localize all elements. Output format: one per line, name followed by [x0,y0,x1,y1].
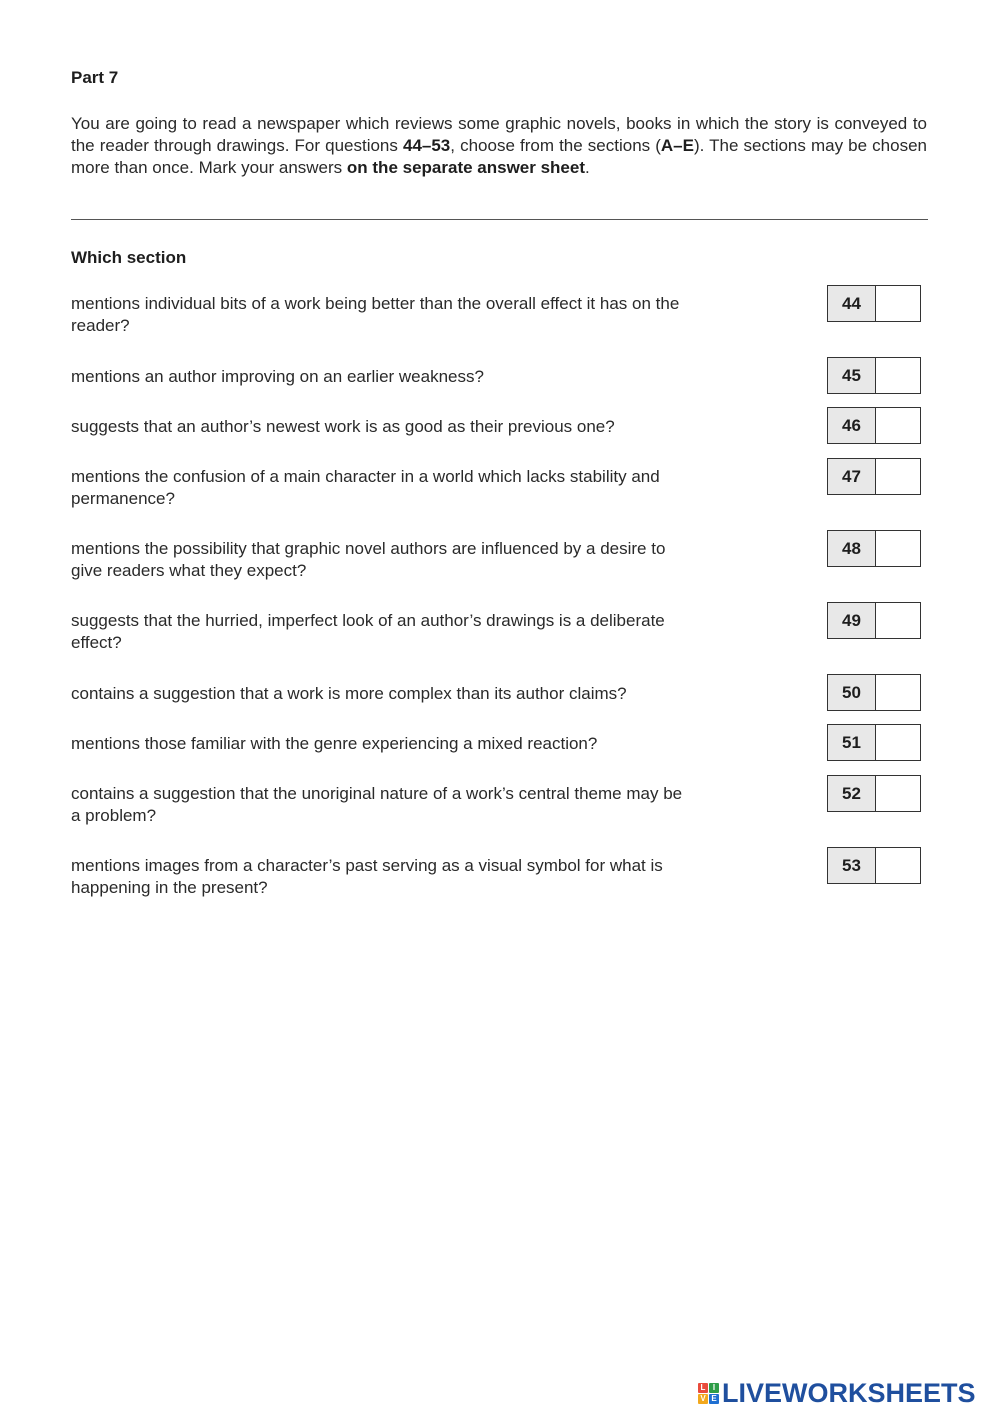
answer-field-51 [827,724,921,761]
answer-box[interactable] [876,459,920,494]
answer-box[interactable] [876,531,920,566]
question-number: 47 [828,459,876,494]
question-text: mentions an author improving on an earlier weakness? [71,367,484,386]
divider [71,219,928,220]
question-text: mentions the possibility that graphic novel authors are influenced by a desire to give readers what they expect? [71,539,666,580]
answer-box[interactable] [876,848,920,883]
answer-field-52 [827,775,921,812]
answer-box[interactable] [876,776,920,811]
question-number: 52 [828,776,876,811]
instructions: You are going to read a newspaper which reviews some graphic novels, books in which the story is conveyed to the reader through drawings. For questions 44–53, choose from the sections (A–E). The sections may be chosen more than once. Mark your answers on the separate answer sheet. [71,114,927,177]
liveworksheets-logo [698,1378,976,1409]
logo-text: LIVEWORKSHEETS [722,1378,976,1408]
question-text: contains a suggestion that a work is more complex than its author claims? [71,684,627,703]
answer-field-44 [827,285,921,322]
which-section-heading: Which section [71,248,187,267]
answer-field-48 [827,530,921,567]
live-logo-icon [698,1383,719,1404]
answer-field-49 [827,602,921,639]
logo-letter: I [709,1383,719,1393]
answer-box[interactable] [876,286,920,321]
answer-box[interactable] [876,603,920,638]
question-text: mentions individual bits of a work being better than the overall effect it has on the reader? [71,294,680,335]
question-text: mentions those familiar with the genre experiencing a mixed reaction? [71,734,598,753]
answer-field-53 [827,847,921,884]
question-text: suggests that the hurried, imperfect look of an author’s drawings is a deliberate effect? [71,611,665,652]
question-number: 50 [828,675,876,710]
question-text: mentions the confusion of a main character in a world which lacks stability and permanence? [71,467,660,508]
question-number: 53 [828,848,876,883]
question-number: 46 [828,408,876,443]
answer-box[interactable] [876,408,920,443]
answer-field-46 [827,407,921,444]
answer-field-47 [827,458,921,495]
logo-letter: E [709,1394,719,1404]
question-text: mentions images from a character’s past serving as a visual symbol for what is happening in the present? [71,856,663,897]
logo-letter: V [698,1394,708,1404]
answer-field-45 [827,357,921,394]
question-text: suggests that an author’s newest work is as good as their previous one? [71,417,615,436]
question-number: 45 [828,358,876,393]
question-number: 48 [828,531,876,566]
question-number: 44 [828,286,876,321]
question-number: 51 [828,725,876,760]
part-title: Part 7 [71,68,119,87]
answer-field-50 [827,674,921,711]
answer-box[interactable] [876,675,920,710]
answer-box[interactable] [876,725,920,760]
question-text: contains a suggestion that the unoriginal nature of a work’s central theme may be a problem? [71,784,683,825]
logo-letter: L [698,1383,708,1393]
answer-box[interactable] [876,358,920,393]
question-number: 49 [828,603,876,638]
